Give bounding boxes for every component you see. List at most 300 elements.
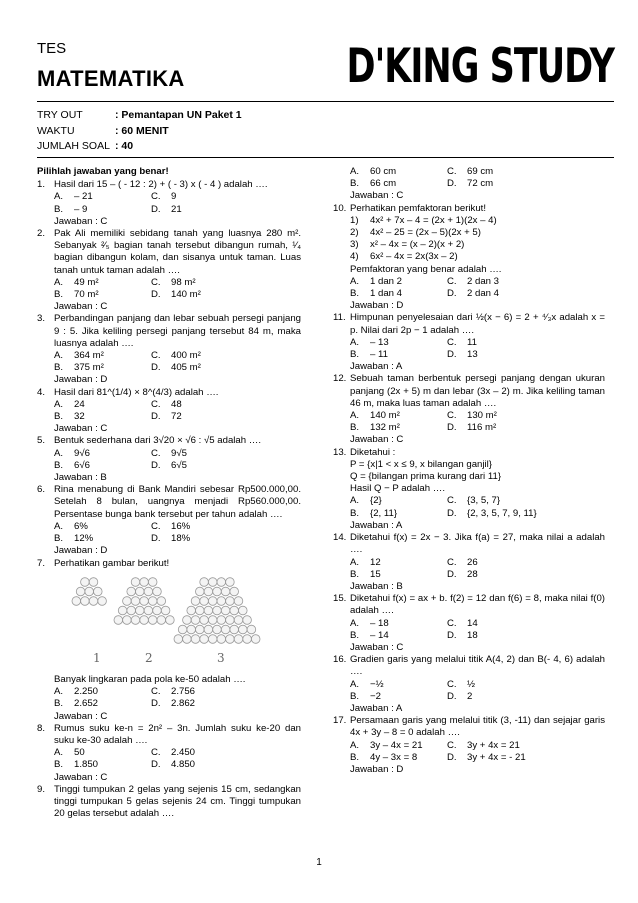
answer-line: Jawaban : B xyxy=(350,580,403,592)
option-value: 28 xyxy=(467,568,478,580)
option-value: 48 xyxy=(171,398,182,410)
option xyxy=(447,508,605,520)
pattern-circle xyxy=(243,634,252,643)
question-text: Rina menabung di Bank Mandiri sebesar Rp500.000,00. Setelah 8 bulan, uangnya menjadi Rp560.000,00. Persentase bunga bank tersebut per tahun adalah …. xyxy=(54,484,301,520)
option xyxy=(350,691,447,703)
pattern-circle xyxy=(131,596,140,605)
pattern-circle xyxy=(204,587,213,596)
option-value: 50 xyxy=(74,747,85,759)
answer-options xyxy=(37,686,301,698)
option-letter: D. xyxy=(447,690,457,702)
option xyxy=(151,204,301,216)
pattern-circle xyxy=(72,596,81,605)
option-letter: B. xyxy=(350,349,360,361)
option-value: 132 m² xyxy=(370,422,400,434)
option-letter: D. xyxy=(151,533,161,545)
option xyxy=(54,460,151,472)
question-number: 7. xyxy=(37,557,46,569)
question-text: Tinggi tumpukan 2 gelas yang sejenis 15 cm, sedangkan tinggi tumpukan 5 gelas sejenis 24 cm. Tinggi tumpukan 20 gelas tersebut adalah …. xyxy=(54,783,301,820)
option-value: 12 xyxy=(370,556,381,568)
option-letter: D. xyxy=(151,411,161,423)
question xyxy=(333,532,605,556)
option xyxy=(54,277,151,289)
option-letter: C. xyxy=(151,398,161,410)
option-letter: B. xyxy=(350,507,360,519)
answer-options xyxy=(37,747,301,759)
pattern-circle xyxy=(140,615,149,624)
option-letter: B. xyxy=(54,533,64,545)
pattern-circle xyxy=(136,587,145,596)
option-letter: B. xyxy=(54,459,64,471)
option-value: 14 xyxy=(467,617,478,629)
answer-line: Q = {bilangan prima kurang dari 11} xyxy=(350,471,502,483)
option xyxy=(54,686,151,698)
option-letter: A. xyxy=(54,447,64,459)
sub-item xyxy=(333,251,605,263)
pattern-circle xyxy=(89,596,98,605)
answer-options xyxy=(333,178,605,190)
pattern-circle xyxy=(208,634,217,643)
option xyxy=(447,557,605,569)
option-letter: D. xyxy=(151,459,161,471)
right-column xyxy=(333,166,605,776)
answer-options xyxy=(333,740,605,752)
option-value: – 14 xyxy=(370,629,389,641)
pattern-circle xyxy=(144,587,153,596)
question-text: Perhatikan gambar berikut! xyxy=(54,557,170,569)
option-letter: B. xyxy=(54,203,64,215)
sub-item-label: 4) xyxy=(350,251,359,263)
question-number: 10. xyxy=(333,202,347,214)
pattern-circle xyxy=(178,625,187,634)
sub-item-text: 4x² – 25 = (2x – 5)(2x + 5) xyxy=(370,227,481,239)
option xyxy=(151,191,301,203)
pattern-circle xyxy=(136,606,145,615)
answer-line: Jawaban : C xyxy=(350,434,404,446)
answer-line: Jawaban : D xyxy=(350,763,404,775)
option-letter: D. xyxy=(151,759,161,771)
pattern-circle xyxy=(157,615,166,624)
option-letter: D. xyxy=(151,203,161,215)
pattern-circle xyxy=(230,587,239,596)
option-value: 1 dan 4 xyxy=(370,288,403,300)
pattern-circle xyxy=(221,606,230,615)
sub-item xyxy=(333,215,605,227)
answer-line: Jawaban : D xyxy=(54,545,108,557)
option-letter: C. xyxy=(151,447,161,459)
option-value: 6√5 xyxy=(171,459,187,471)
exam-info-key: TRY OUT xyxy=(37,109,83,121)
pattern-circle xyxy=(127,587,136,596)
option xyxy=(54,191,151,203)
answer-options xyxy=(37,460,301,472)
question xyxy=(37,484,301,521)
option-value: 4.850 xyxy=(171,759,196,771)
option-letter: B. xyxy=(350,690,360,702)
pattern-circle xyxy=(174,634,183,643)
exam-info-value: : Pemantapan UN Paket 1 xyxy=(115,109,242,121)
option-letter: C. xyxy=(151,686,161,698)
question-number: 5. xyxy=(37,435,46,447)
option-letter: A. xyxy=(54,276,64,288)
pattern-circle xyxy=(196,625,205,634)
option-value: 2 dan 4 xyxy=(467,288,500,300)
option-letter: A. xyxy=(54,520,64,532)
question-number: 1. xyxy=(37,179,46,191)
answer-line: Jawaban : C xyxy=(54,215,108,227)
answer-line: Jawaban : C xyxy=(54,423,108,435)
pattern-circle xyxy=(208,577,217,586)
option xyxy=(447,691,605,703)
option-value: 18% xyxy=(171,533,191,545)
sub-item-text: 6x² – 4x = 2x(3x – 2) xyxy=(370,251,458,263)
option xyxy=(350,618,447,630)
answer-options xyxy=(333,288,605,300)
option-value: 2.250 xyxy=(74,686,99,698)
option-value: 69 cm xyxy=(467,166,494,177)
option-letter: B. xyxy=(54,289,64,301)
question xyxy=(333,312,605,336)
option-letter: C. xyxy=(447,275,457,287)
answer-options xyxy=(333,337,605,349)
answer-options xyxy=(333,557,605,569)
pattern-circle xyxy=(239,606,248,615)
answer-options xyxy=(333,276,605,288)
answer-line: Jawaban : C xyxy=(350,190,404,202)
answer-options xyxy=(333,691,605,703)
option xyxy=(447,410,605,422)
option xyxy=(151,533,301,545)
pattern-circle xyxy=(98,596,107,605)
option-value: – 21 xyxy=(74,191,93,203)
option-letter: A. xyxy=(54,191,64,203)
option-value: – 11 xyxy=(370,349,388,361)
option-value: 26 xyxy=(467,556,478,568)
exam-info-row xyxy=(37,139,242,155)
question-number: 4. xyxy=(37,386,46,398)
question-text: Persamaan garis yang melalui titik (3, -11) dan sejajar garis 4x + 3y – 8 = 0 adalah …. xyxy=(350,715,605,739)
option xyxy=(54,759,151,771)
option-letter: D. xyxy=(151,698,161,710)
option-letter: D. xyxy=(447,568,457,580)
option xyxy=(54,362,151,374)
question-number: 2. xyxy=(37,228,46,240)
option xyxy=(54,350,151,362)
option-value: −2 xyxy=(370,690,381,702)
option xyxy=(447,166,605,178)
question xyxy=(333,203,605,215)
question-text: Himpunan penyelesaian dari ½(x − 6) = 2 + ⁴⁄₃x adalah x = p. Nilai dari 2p − 1 adalah …. xyxy=(350,312,605,336)
option xyxy=(447,495,605,507)
option xyxy=(151,350,301,362)
pattern-circle xyxy=(200,577,209,586)
answer-options xyxy=(37,350,301,362)
question-text: Diketahui f(x) = 2x − 3. Jika f(a) = 27, maka nilai a adalah …. xyxy=(350,532,605,556)
question xyxy=(333,447,605,459)
option-letter: C. xyxy=(151,520,161,532)
page-title: MATEMATIKA xyxy=(37,66,185,91)
option-letter: D. xyxy=(447,422,457,434)
answer-options xyxy=(333,422,605,434)
option xyxy=(151,277,301,289)
question-number: 17. xyxy=(333,715,347,727)
option-letter: C. xyxy=(447,336,457,348)
sub-item xyxy=(333,227,605,239)
option-letter: D. xyxy=(447,178,457,190)
pattern-label: 3 xyxy=(217,650,225,665)
option-value: 2.450 xyxy=(171,747,196,759)
brand-logo: D'KING STUDY xyxy=(346,40,614,94)
option-value: {3, 5, 7} xyxy=(467,495,501,507)
answer-line: Jawaban : C xyxy=(350,641,404,653)
answer-line: Hasil Q − P adalah …. xyxy=(350,483,446,495)
question xyxy=(37,313,301,350)
question-number: 6. xyxy=(37,484,46,496)
option-letter: C. xyxy=(447,617,457,629)
page-number: 1 xyxy=(316,857,322,868)
pattern-circle xyxy=(196,606,205,615)
answer-options xyxy=(37,399,301,411)
answer-options xyxy=(333,630,605,642)
pattern-circle xyxy=(217,577,226,586)
option-letter: B. xyxy=(54,362,64,374)
option-letter: C. xyxy=(151,350,161,362)
option-value: ½ xyxy=(467,678,476,690)
option-letter: A. xyxy=(350,410,360,422)
pattern-circle xyxy=(191,634,200,643)
option xyxy=(350,508,447,520)
option-value: 116 m² xyxy=(467,422,497,434)
option-letter: A. xyxy=(350,166,360,177)
answer-options xyxy=(333,166,605,178)
option-letter: C. xyxy=(447,739,457,751)
pattern-circle xyxy=(148,577,157,586)
exam-info-value: : 40 xyxy=(115,140,134,152)
question-text: Hasil dari 81^(1/4) × 8^(4/3) adalah …. xyxy=(54,386,219,398)
answer-options xyxy=(333,495,605,507)
option xyxy=(54,533,151,545)
option-value: {2, 11} xyxy=(370,507,398,519)
option-letter: A. xyxy=(350,617,360,629)
option-value: 4y – 3x = 8 xyxy=(370,751,418,763)
option xyxy=(447,752,605,764)
option-letter: B. xyxy=(54,759,64,771)
option-letter: A. xyxy=(54,747,64,759)
question xyxy=(37,179,301,191)
pattern-circle xyxy=(243,615,252,624)
option-letter: A. xyxy=(54,686,64,698)
question xyxy=(37,723,301,747)
option-value: −½ xyxy=(370,678,384,690)
pattern-circle xyxy=(217,615,226,624)
option-value: – 13 xyxy=(370,336,389,348)
question xyxy=(37,784,301,821)
option xyxy=(350,630,447,642)
option-letter: B. xyxy=(350,422,360,434)
answer-line: Jawaban : A xyxy=(350,519,403,531)
pattern-circle xyxy=(157,596,166,605)
pattern-circle xyxy=(234,615,243,624)
option-letter: A. xyxy=(350,495,360,507)
pattern-circle xyxy=(191,615,200,624)
option xyxy=(54,747,151,759)
answer-options xyxy=(37,289,301,301)
pattern-circle xyxy=(76,587,85,596)
pattern-circle xyxy=(226,615,235,624)
option xyxy=(151,289,301,301)
option xyxy=(151,698,301,710)
pattern-circle xyxy=(230,625,239,634)
answer-line: Jawaban : C xyxy=(54,301,108,313)
option-letter: C. xyxy=(447,678,457,690)
answer-options xyxy=(333,349,605,361)
answer-options xyxy=(333,618,605,630)
option xyxy=(447,422,605,434)
pattern-circle xyxy=(213,606,222,615)
sub-item-label: 1) xyxy=(350,214,359,226)
option-letter: C. xyxy=(447,495,457,507)
pattern-circle xyxy=(81,596,90,605)
option-value: 1 dan 2 xyxy=(370,275,403,287)
question-number: 9. xyxy=(37,783,46,795)
answer-options xyxy=(333,679,605,691)
option-letter: C. xyxy=(151,747,161,759)
pattern-circle xyxy=(251,634,260,643)
pattern-circle xyxy=(217,596,226,605)
pattern-circle xyxy=(239,625,248,634)
option-value: 12% xyxy=(74,533,94,545)
option xyxy=(350,276,447,288)
answer-line: Jawaban : D xyxy=(54,374,108,386)
option-value: 16% xyxy=(171,520,191,532)
option xyxy=(447,740,605,752)
option-letter: A. xyxy=(350,556,360,568)
pattern-circle xyxy=(234,596,243,605)
option-letter: A. xyxy=(54,398,64,410)
question-number: 14. xyxy=(333,532,347,544)
option-value: 364 m² xyxy=(74,350,104,362)
option xyxy=(350,178,447,190)
option xyxy=(350,422,447,434)
option-letter: A. xyxy=(350,739,360,751)
option-letter: C. xyxy=(447,556,457,568)
option xyxy=(350,166,447,178)
question-text: Bentuk sederhana dari 3√20 × √6 : √5 adalah …. xyxy=(54,435,262,447)
option xyxy=(151,399,301,411)
question-number: 15. xyxy=(333,593,347,605)
question-number: 11. xyxy=(333,312,346,324)
question-text: Diketahui f(x) = ax + b. f(2) = 12 dan f(6) = 8, maka nilai f(0) adalah …. xyxy=(350,593,605,617)
pattern-circle xyxy=(123,596,132,605)
sub-item-label: 2) xyxy=(350,227,359,239)
question-number: 8. xyxy=(37,722,46,734)
answer-options xyxy=(333,410,605,422)
pattern-circle xyxy=(204,625,213,634)
option-value: 2.862 xyxy=(171,698,196,710)
option xyxy=(447,178,605,190)
sub-item-text: x² – 4x = (x – 2)(x + 2) xyxy=(370,239,465,251)
answer-options xyxy=(333,508,605,520)
question-text: Pak Ali memiliki sebidang tanah yang luasnya 280 m². Sebanyak ²⁄₅ bagian tanah tersebut dibangun rumah, ¹⁄₄ bagian dibangun kolam, dan sisanya untuk taman. Luas tanah untuk taman adalah …. xyxy=(54,228,301,276)
pattern-circle xyxy=(166,615,175,624)
exam-info-key: WAKTU xyxy=(37,124,75,137)
option xyxy=(447,288,605,300)
pattern-circle xyxy=(191,596,200,605)
option xyxy=(447,349,605,361)
option-letter: C. xyxy=(151,191,161,203)
option xyxy=(151,448,301,460)
pattern-circle xyxy=(140,577,149,586)
answer-options xyxy=(37,277,301,289)
question-number: 13. xyxy=(333,446,347,458)
option xyxy=(447,337,605,349)
option xyxy=(447,276,605,288)
option xyxy=(350,569,447,581)
question-text: Hasil dari 15 – ( - 12 : 2) + ( - 3) x ( - 4 ) adalah …. xyxy=(54,179,268,191)
exam-info-value: : 60 MENIT xyxy=(115,124,169,137)
answer-line: P = {x|1 < x ≤ 9, x bilangan ganjil} xyxy=(350,458,492,470)
pattern-circle xyxy=(118,606,127,615)
question xyxy=(37,228,301,277)
option-value: 60 cm xyxy=(370,166,397,177)
pattern-circle xyxy=(127,606,136,615)
option xyxy=(54,204,151,216)
pattern-circle xyxy=(81,577,90,586)
pattern-circle xyxy=(200,596,209,605)
answer-options xyxy=(37,411,301,423)
option xyxy=(350,557,447,569)
option-value: {2} xyxy=(370,495,382,507)
left-column xyxy=(37,166,301,820)
question-text: Perbandingan panjang dan lebar sebuah persegi panjang 9 : 5. Jika keliling persegi panjang tersebut 84 m, maka luasnya adalah …. xyxy=(54,313,301,349)
question xyxy=(333,715,605,739)
pattern-circle xyxy=(213,587,222,596)
option xyxy=(151,747,301,759)
option-letter: C. xyxy=(151,276,161,288)
pattern-circle xyxy=(114,615,123,624)
option-value: 2 xyxy=(467,690,473,702)
header-tes: TES xyxy=(37,40,67,57)
option-value: 70 m² xyxy=(74,289,99,301)
pattern-circle xyxy=(148,596,157,605)
option-value: 72 xyxy=(171,411,182,423)
pattern-circle xyxy=(196,587,205,596)
pattern-circle xyxy=(226,596,235,605)
pattern-circle xyxy=(144,606,153,615)
answer-options xyxy=(37,521,301,533)
pattern-circle xyxy=(148,615,157,624)
option-value: 49 m² xyxy=(74,276,99,288)
question-number: 16. xyxy=(333,654,347,666)
answer-options xyxy=(37,698,301,710)
option xyxy=(151,686,301,698)
option xyxy=(54,411,151,423)
figure-container xyxy=(67,574,301,670)
answer-options xyxy=(37,448,301,460)
option-letter: D. xyxy=(151,362,161,374)
pattern-circle xyxy=(234,634,243,643)
pattern-circle xyxy=(140,596,149,605)
pattern-circle xyxy=(230,606,239,615)
option xyxy=(447,618,605,630)
instruction: Pilihlah jawaban yang benar! xyxy=(37,166,169,177)
option-letter: D. xyxy=(447,288,457,300)
question-text: Perhatikan pemfaktoran berikut! xyxy=(350,202,486,214)
pattern-circle xyxy=(89,577,98,586)
option-value: 405 m² xyxy=(171,362,201,374)
option-value: 98 m² xyxy=(171,276,196,288)
exam-info-row xyxy=(37,124,242,140)
